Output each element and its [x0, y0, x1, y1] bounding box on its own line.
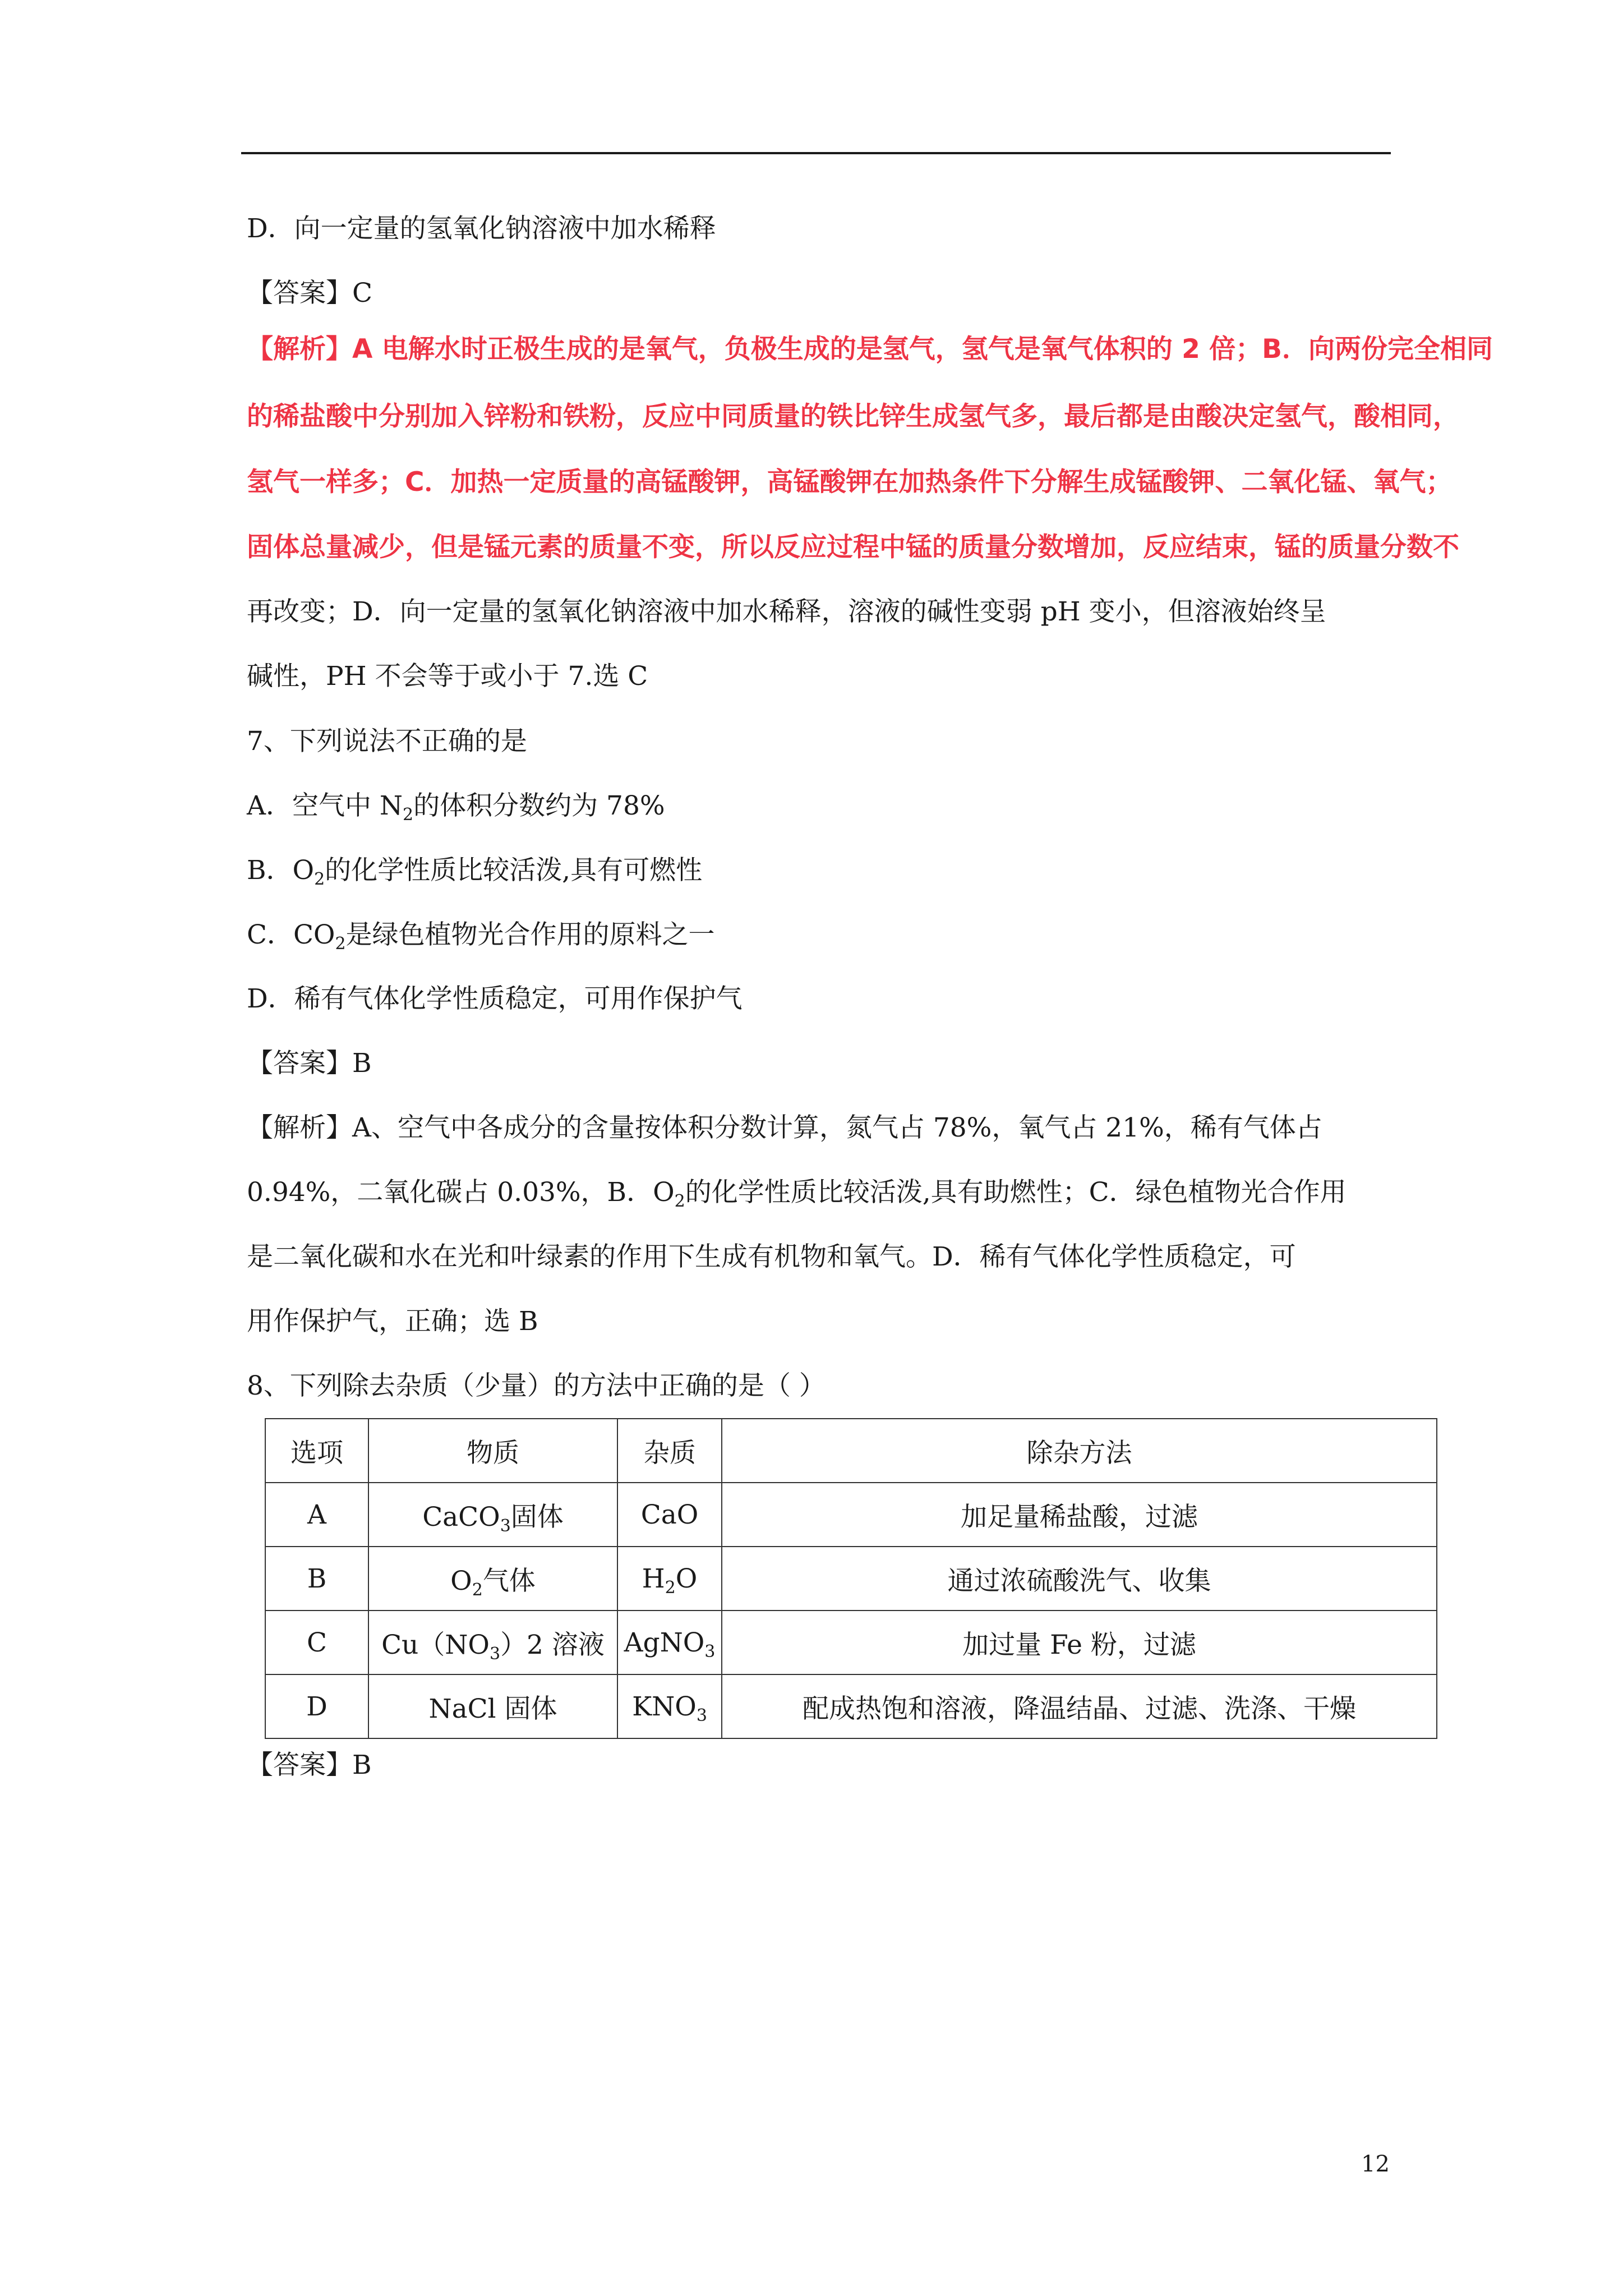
cell-impurity: $KNO_3$ — [617, 1674, 722, 1738]
header-option: 选项 — [265, 1419, 368, 1483]
analysis-line-2: 的稀盐酸中分别加入锌粉和铁粉，反应中同质量的铁比锌生成氢气多，最后都是由酸决定氢气，酸相同， — [247, 401, 1459, 432]
answer-label: 【答案】C — [247, 278, 372, 309]
question-7-analysis-4: 用作保护气，正确；选 B — [247, 1306, 538, 1337]
question-7-option-c: C．$CO_2$是绿色植物光合作用的原料之一 — [247, 919, 715, 954]
header-rule — [241, 152, 1391, 154]
question-7-analysis-1: 【解析】A、空气中各成分的含量按体积分数计算，氮气占 78%，氧气占 21%，稀有气体占 — [247, 1112, 1322, 1143]
cell-impurity: $H_2O$ — [617, 1547, 722, 1611]
analysis-line-4: 固体总量减少，但是锰元素的质量不变，所以反应过程中锰的质量分数增加，反应结束，锰的质量分数不 — [247, 532, 1459, 563]
page-number: 12 — [1361, 2151, 1390, 2177]
cell-method: 配成热饱和溶液，降温结晶、过滤、洗涤、干燥 — [722, 1674, 1437, 1738]
cell-substance: $Cu(NO_3)2$ 溶液 — [368, 1611, 617, 1674]
cell-option: B — [265, 1547, 368, 1611]
cell-method: 加过量 Fe 粉，过滤 — [722, 1611, 1437, 1674]
table-row — [265, 1547, 1437, 1611]
analysis-line-6: 碱性，PH 不会等于或小于 7.选 C — [247, 661, 648, 692]
question-8-answer: 【答案】B — [247, 1750, 372, 1780]
question-7-option-b: B．$O_2$的化学性质比较活泼,具有可燃性 — [247, 855, 703, 889]
question-8-stem: 8、下列除去杂质（少量）的方法中正确的是（ ） — [247, 1370, 826, 1401]
table-row — [265, 1483, 1437, 1547]
cell-impurity: AgNO$_3$ — [617, 1611, 722, 1674]
table-row — [265, 1611, 1437, 1674]
question-7-answer: 【答案】B — [247, 1048, 372, 1079]
cell-option: C — [265, 1611, 368, 1674]
cell-method: 加足量稀盐酸，过滤 — [722, 1483, 1437, 1547]
cell-impurity: CaO — [617, 1483, 722, 1547]
impurity-removal-table — [265, 1418, 1437, 1739]
table-header-row — [265, 1419, 1437, 1483]
cell-substance: CaCO$_3$固体 — [368, 1483, 617, 1547]
header-substance: 物质 — [368, 1419, 617, 1483]
option-d-text: D．向一定量的氢氧化钠溶液中加水稀释 — [247, 213, 716, 244]
analysis-line-3: 氢气一样多；C．加热一定质量的高锰酸钾，高锰酸钾在加热条件下分解生成锰酸钾、二氧化锰、氧气； — [247, 467, 1453, 498]
table-row — [265, 1674, 1437, 1738]
analysis-line-1: 【解析】A 电解水时正极生成的是氧气，负极生成的是氢气，氢气是氧气体积的 2 倍；B．向两份完全相同 — [247, 334, 1493, 365]
cell-substance: $O_2$气体 — [368, 1547, 617, 1611]
cell-substance: NaCl 固体 — [368, 1674, 617, 1738]
question-7-option-d: D．稀有气体化学性质稳定，可用作保护气 — [247, 983, 743, 1014]
question-7-analysis-2: 0.94%，二氧化碳占 0.03%，B．$O_2$的化学性质比较活泼,具有助燃性；C．绿色植物光合作用 — [247, 1177, 1347, 1211]
question-7-stem: 7、下列说法不正确的是 — [247, 726, 527, 757]
question-7-option-a: A．空气中 $N_2$的体积分数约为 78% — [247, 790, 665, 825]
header-impurity: 杂质 — [617, 1419, 722, 1483]
header-method: 除杂方法 — [722, 1419, 1437, 1483]
analysis-line-5: 再改变；D．向一定量的氢氧化钠溶液中加水稀释，溶液的碱性变弱 pH 变小，但溶液始终呈 — [247, 596, 1326, 627]
question-7-analysis-3: 是二氧化碳和水在光和叶绿素的作用下生成有机物和氧气。D．稀有气体化学性质稳定，可 — [247, 1241, 1296, 1272]
cell-option: D — [265, 1674, 368, 1738]
cell-option: A — [265, 1483, 368, 1547]
cell-method: 通过浓硫酸洗气、收集 — [722, 1547, 1437, 1611]
